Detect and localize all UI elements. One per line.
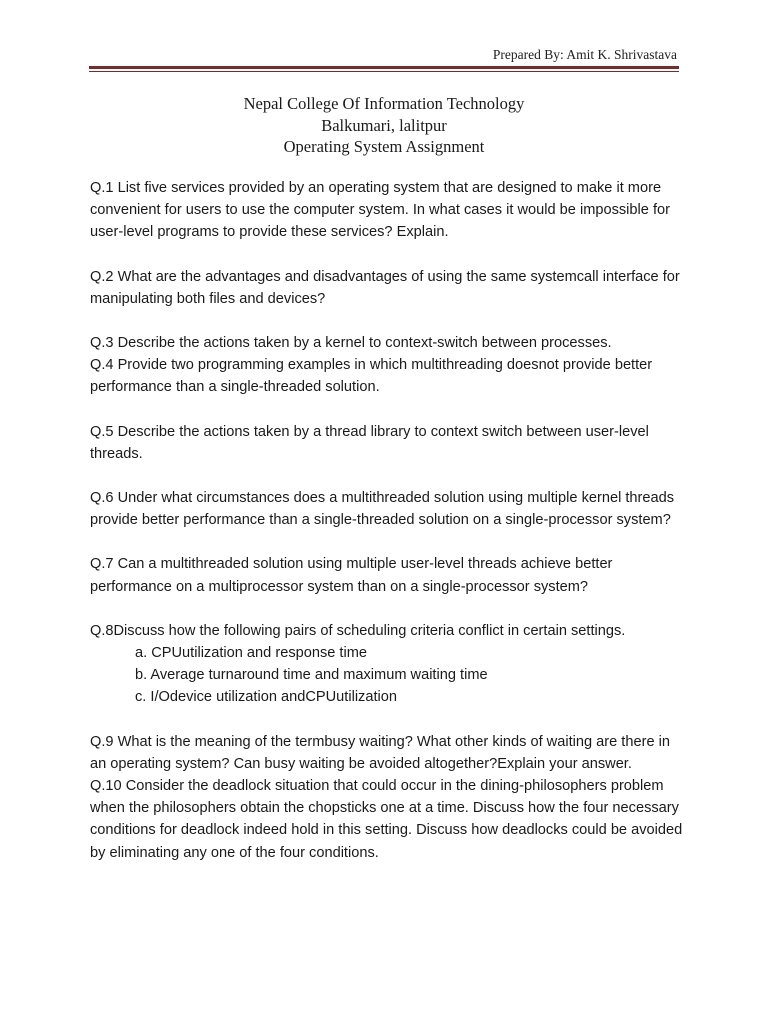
question-3: Q.3 Describe the actions taken by a kernel to context-switch between processes. [90,335,612,352]
question-4: Q.4 Provide two programming examples in which multithreading doesnot provide better performance than a single-threaded solution. [90,357,653,396]
document-title [90,93,678,158]
question-6: Q.6 Under what circumstances does a multithreaded solution using multiple kernel threads provide better performance than a single-threaded solution on a single-processor system? [90,490,675,529]
question-9: Q.9 What is the meaning of the termbusy waiting? What other kinds of waiting are there in an operating system? Can busy waiting be avoided altogether?Explain your answer. [90,733,670,772]
question-list [90,177,690,864]
question-1: Q.1 List five services provided by an operating system that are designed to make it more convenient for users to use the computer system. In what cases it would be impossible for user-level programs to provide these services? Explain. [90,180,670,241]
header-rule-thick [89,66,679,69]
question-8-item-b: b. Average turnaround time and maximum waiting time [135,667,488,684]
question-8-item-c: c. I/Odevice utilization andCPUutilization [135,689,398,706]
college-location: Balkumari, lalitpur [321,115,447,135]
question-8-item-a: a. CPUutilization and response time [135,645,367,662]
question-7: Q.7 Can a multithreaded solution using multiple user-level threads achieve better performance on a multiprocessor system than on a single-processor system? [90,556,613,595]
question-5: Q.5 Describe the actions taken by a thread library to context switch between user-level threads. [90,423,649,462]
header-rule-thin [89,71,679,72]
question-8: Q.8Discuss how the following pairs of scheduling criteria conflict in certain settings. [90,622,626,639]
college-name: Nepal College Of Information Technology [243,94,525,113]
question-10: Q.10 Consider the deadlock situation that could occur in the dining-philosophers problem when the philosophers obtain the chopsticks one at a time. Discuss how the four necessary conditions for deadlock indeed hold in this setting. Discuss how deadlocks could be avoided by eliminating any one of the four conditions. [90,778,683,861]
assignment-title: Operating System Assignment [283,137,485,156]
prepared-by-note: Prepared By: Amit K. Shrivastava [492,47,677,62]
question-2: Q.2 What are the advantages and disadvantages of using the same systemcall interface for manipulating both files and devices? [90,268,680,307]
